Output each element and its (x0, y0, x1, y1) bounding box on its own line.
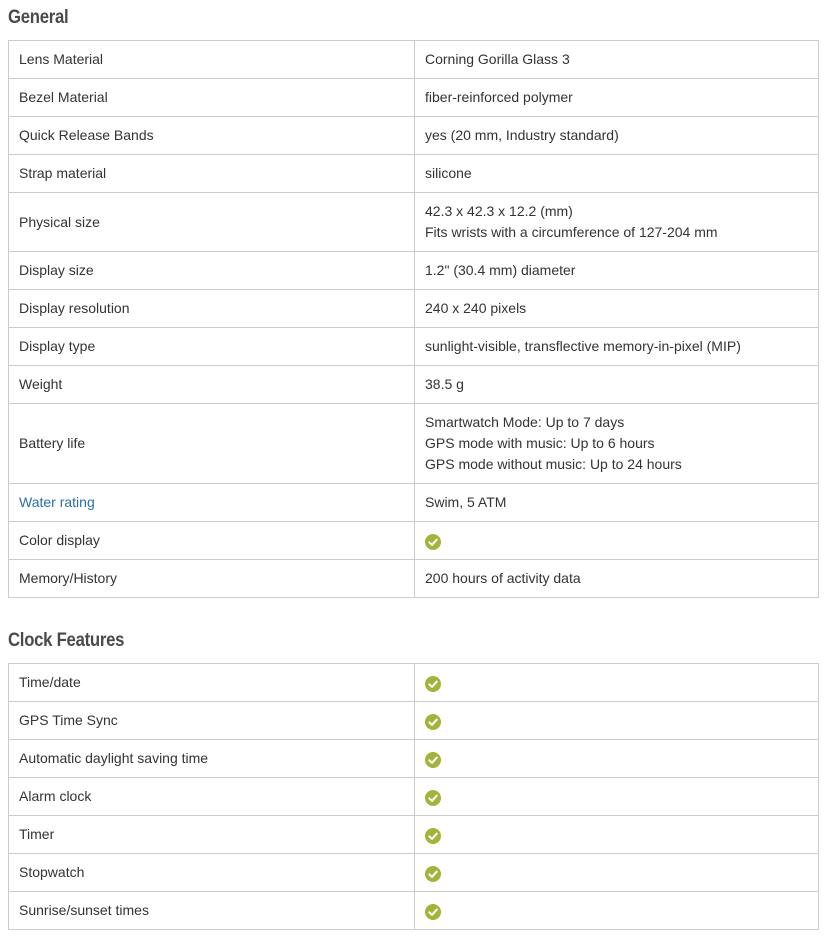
spec-value: silicone (415, 155, 819, 193)
spec-value: 200 hours of activity data (415, 560, 819, 598)
spec-label: Stopwatch (9, 854, 415, 892)
check-circle-icon (425, 714, 441, 730)
spec-value-line: GPS mode without music: Up to 24 hours (425, 456, 682, 472)
table-row (9, 560, 819, 598)
spec-value (415, 740, 819, 778)
check-circle-icon (425, 866, 441, 882)
table-row (9, 328, 819, 366)
spec-label: Display resolution (9, 290, 415, 328)
spec-value (415, 702, 819, 740)
table-row (9, 252, 819, 290)
table-row (9, 702, 819, 740)
spec-value: fiber-reinforced polymer (415, 79, 819, 117)
spec-label: Strap material (9, 155, 415, 193)
table-row (9, 117, 819, 155)
spec-value (415, 892, 819, 930)
spec-value: Corning Gorilla Glass 3 (415, 41, 819, 79)
table-row (9, 854, 819, 892)
spec-label: Battery life (9, 404, 415, 484)
spec-label: Display type (9, 328, 415, 366)
table-row (9, 778, 819, 816)
water-rating-link[interactable]: Water rating (19, 494, 95, 510)
spec-value (415, 193, 819, 252)
spec-value (415, 816, 819, 854)
spec-value (415, 664, 819, 702)
check-circle-icon (425, 676, 441, 692)
check-circle-icon (425, 790, 441, 806)
spec-label: Weight (9, 366, 415, 404)
spec-label: Automatic daylight saving time (9, 740, 415, 778)
table-row (9, 193, 819, 252)
spec-label: Bezel Material (9, 79, 415, 117)
spec-label: Color display (9, 522, 415, 560)
section-title-general: General (8, 7, 69, 28)
section-title-clock-features: Clock Features (8, 630, 125, 651)
table-row (9, 522, 819, 560)
spec-table-general (8, 40, 819, 598)
table-row (9, 41, 819, 79)
spec-value: Swim, 5 ATM (415, 484, 819, 522)
spec-label: Quick Release Bands (9, 117, 415, 155)
spec-value: sunlight-visible, transflective memory-in-pixel (MIP) (415, 328, 819, 366)
spec-value (415, 778, 819, 816)
check-circle-icon (425, 752, 441, 768)
spec-label: Physical size (9, 193, 415, 252)
table-row (9, 155, 819, 193)
spec-value (415, 854, 819, 892)
table-row (9, 404, 819, 484)
check-circle-icon (425, 904, 441, 920)
spec-table-clock-features (8, 663, 819, 930)
spec-label: Lens Material (9, 41, 415, 79)
table-row (9, 664, 819, 702)
spec-label: Time/date (9, 664, 415, 702)
spec-value-line: Fits wrists with a circumference of 127-204 mm (425, 224, 718, 240)
spec-label (9, 484, 415, 522)
spec-label: Sunrise/sunset times (9, 892, 415, 930)
spec-label: Display size (9, 252, 415, 290)
spec-value-line: 42.3 x 42.3 x 12.2 (mm) (425, 203, 573, 219)
table-row (9, 816, 819, 854)
spec-value: 38.5 g (415, 366, 819, 404)
table-row (9, 290, 819, 328)
table-row (9, 484, 819, 522)
spec-value-line: Smartwatch Mode: Up to 7 days (425, 414, 625, 430)
spec-label: GPS Time Sync (9, 702, 415, 740)
table-row (9, 740, 819, 778)
spec-value: 1.2" (30.4 mm) diameter (415, 252, 819, 290)
check-circle-icon (425, 534, 441, 550)
spec-value (415, 522, 819, 560)
spec-label: Timer (9, 816, 415, 854)
check-circle-icon (425, 828, 441, 844)
spec-label: Alarm clock (9, 778, 415, 816)
table-row (9, 366, 819, 404)
spec-value (415, 404, 819, 484)
spec-value: yes (20 mm, Industry standard) (415, 117, 819, 155)
table-row (9, 79, 819, 117)
spec-label: Memory/History (9, 560, 415, 598)
table-row (9, 892, 819, 930)
spec-value-line: GPS mode with music: Up to 6 hours (425, 435, 655, 451)
spec-value: 240 x 240 pixels (415, 290, 819, 328)
